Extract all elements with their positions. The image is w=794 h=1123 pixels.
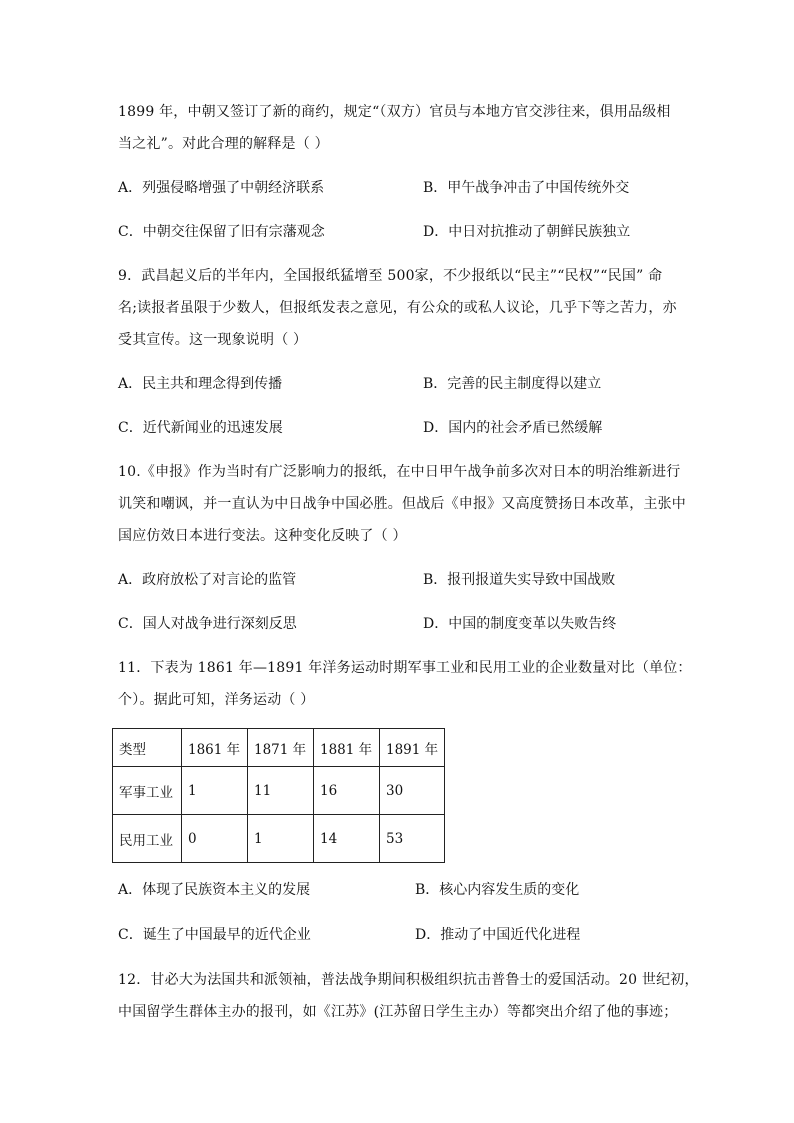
table-row bbox=[113, 767, 445, 815]
industry-count-table bbox=[112, 728, 445, 863]
q12-stem-line-2: 中国留学生群体主办的报刊，如《江苏》(江苏留日学生主办）等都突出介绍了他的事迹； bbox=[118, 1004, 678, 1020]
table-header-cell: 1891 年 bbox=[380, 729, 445, 767]
q10-option-b: B．报刊报道失实导致中国战败 bbox=[423, 572, 616, 588]
q8-option-d: D．中日对抗推动了朝鲜民族独立 bbox=[423, 224, 631, 240]
table-header-cell: 1861 年 bbox=[182, 729, 248, 767]
q9-option-d: D．国内的社会矛盾已然缓解 bbox=[423, 420, 603, 436]
q11-option-c: C．诞生了中国最早的近代企业 bbox=[118, 927, 311, 943]
table-row bbox=[113, 815, 445, 863]
q8-stem-line-1: 1899 年，中朝又签订了新的商约，规定“（双方）官员与本地方官交涉往来，俱用品级相 bbox=[118, 104, 671, 120]
q11-option-d: D．推动了中国近代化进程 bbox=[415, 927, 581, 943]
q8-option-a: A．列强侵略增强了中朝经济联系 bbox=[118, 180, 325, 196]
table-cell: 民用工业 bbox=[113, 815, 182, 863]
q11-option-b: B．核心内容发生质的变化 bbox=[415, 882, 580, 898]
q9-stem-line-3: 受其宣传。这一现象说明（ ） bbox=[118, 332, 308, 348]
table-cell: 53 bbox=[380, 815, 445, 863]
q9-stem-line-1: 9．武昌起义后的半年内，全国报纸猛增至 500家，不少报纸以“民主”“民权”“民国” 命 bbox=[118, 268, 663, 284]
table-cell: 30 bbox=[380, 767, 445, 815]
table-header-cell: 1871 年 bbox=[248, 729, 314, 767]
q11-stem-line-1: 11．下表为 1861 年—1891 年洋务运动时期军事工业和民用工业的企业数量对比（单位： bbox=[118, 660, 692, 676]
table-cell: 16 bbox=[314, 767, 380, 815]
q8-stem-line-2: 当之礼”。对此合理的解释是（ ） bbox=[118, 136, 329, 152]
q9-stem-line-2: 名;读报者虽限于少数人，但报纸发表之意见，有公众的或私人议论，几乎下等之苦力，亦 bbox=[118, 300, 677, 316]
q10-option-a: A．政府放松了对言论的监管 bbox=[118, 572, 297, 588]
table-header-cell: 1881 年 bbox=[314, 729, 380, 767]
q9-option-a: A．民主共和理念得到传播 bbox=[118, 376, 283, 392]
q8-option-b: B．甲午战争冲击了中国传统外交 bbox=[423, 180, 630, 196]
q9-option-c: C．近代新闻业的迅速发展 bbox=[118, 420, 283, 436]
q9-option-b: B．完善的民主制度得以建立 bbox=[423, 376, 602, 392]
q10-stem-line-2: 讥笑和嘲讽，并一直认为中日战争中国必胜。但战后《申报》又高度赞扬日本改革，主张中 bbox=[118, 496, 686, 512]
q10-stem-line-1: 10.《申报》作为当时有广泛影响力的报纸，在中日甲午战争前多次对日本的明治维新进行 bbox=[118, 464, 681, 480]
table-cell: 军事工业 bbox=[113, 767, 182, 815]
table-cell: 14 bbox=[314, 815, 380, 863]
q10-stem-line-3: 国应仿效日本进行变法。这种变化反映了（ ） bbox=[118, 528, 407, 544]
table-header-row bbox=[113, 729, 445, 767]
table-cell: 1 bbox=[182, 767, 248, 815]
table-cell: 0 bbox=[182, 815, 248, 863]
table-header-cell: 类型 bbox=[113, 729, 182, 767]
table-cell: 11 bbox=[248, 767, 314, 815]
q12-stem-line-1: 12．甘必大为法国共和派领袖，普法战争期间积极组织抗击普鲁士的爱国活动。20 世纪初， bbox=[118, 972, 699, 988]
q11-stem-line-2: 个）。据此可知，洋务运动（ ） bbox=[118, 692, 315, 708]
table-cell: 1 bbox=[248, 815, 314, 863]
q11-option-a: A．体现了民族资本主义的发展 bbox=[118, 882, 311, 898]
q10-option-d: D．中国的制度变革以失败告终 bbox=[423, 616, 617, 632]
q8-option-c: C．中朝交往保留了旧有宗藩观念 bbox=[118, 224, 325, 240]
q10-option-c: C．国人对战争进行深刻反思 bbox=[118, 616, 297, 632]
